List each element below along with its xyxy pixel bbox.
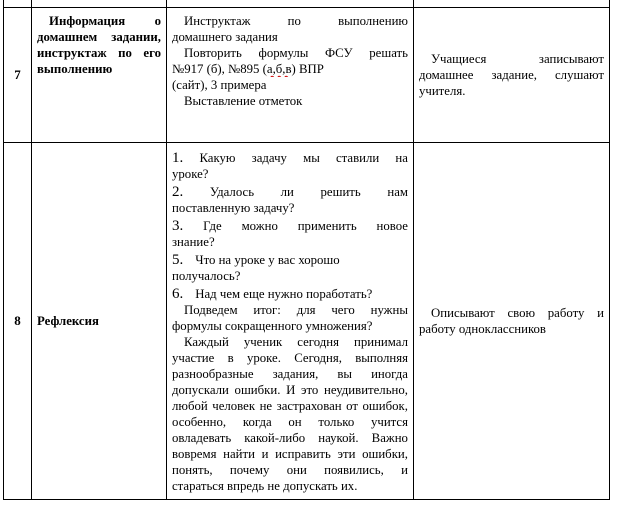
activity-text xyxy=(414,300,609,342)
text-line: знание? xyxy=(172,235,215,249)
text-line: учителя. xyxy=(419,84,466,98)
stage-cell xyxy=(32,8,167,143)
text-line: Подведем итог: для чего нужны xyxy=(184,303,408,317)
activity-cell xyxy=(414,143,610,500)
text-line: выполнению xyxy=(37,62,113,76)
text-line: формулы сокращенного умножения? xyxy=(172,319,373,333)
partial-cell xyxy=(32,0,167,8)
text-line: стараться впредь не допускать их. xyxy=(172,479,358,493)
text-line: Учащиеся записывают xyxy=(431,52,604,66)
partial-cell xyxy=(167,0,414,8)
text-line: домашнего задания xyxy=(172,30,278,44)
list-number: 5. xyxy=(172,252,184,268)
text-line: домашнем задании, xyxy=(37,30,161,44)
table-row-partial xyxy=(4,0,610,8)
partial-cell xyxy=(414,0,610,8)
text-line: 6. Над чем еще нужно поработать? xyxy=(172,286,373,302)
text-line: получалось? xyxy=(172,269,241,283)
text-line: понять, почему они появились, и xyxy=(172,463,408,477)
text-line: 1. Какую задачу мы ставили на xyxy=(172,150,408,166)
text-line: овладевать какой-либо наукой. Важно xyxy=(172,431,408,445)
spellcheck-underline: а,б,в xyxy=(266,62,292,76)
text-line: Описывают свою работу и xyxy=(431,306,604,320)
text-line: Повторить формулы ФСУ решать xyxy=(184,46,408,60)
text-line: Инструктаж по выполнению xyxy=(184,14,408,28)
text-line: поставленную задачу? xyxy=(172,201,295,215)
content-cell xyxy=(167,8,414,143)
text-line: вовремя найти и исправить эти ошибки, xyxy=(172,447,408,461)
stage-text xyxy=(32,308,166,334)
stage-cell xyxy=(32,143,167,500)
text-line: любой человек не застрахован от ошибок, xyxy=(172,399,408,413)
text-line: домашнее задание, слушают xyxy=(419,68,604,82)
partial-cell xyxy=(4,0,32,8)
text-line: №917 (б), №895 (а,б,в) ВПР xyxy=(172,62,324,76)
table-row-7 xyxy=(4,8,610,143)
text-line: (сайт), 3 примера xyxy=(172,78,267,92)
content-text xyxy=(167,8,413,114)
text-line: 5. Что на уроке у вас хорошо xyxy=(172,252,340,268)
stage-text xyxy=(32,8,166,82)
text-line: уроке? xyxy=(172,167,209,181)
table-row-8 xyxy=(4,143,610,500)
text-line: 3. Где можно применить новое xyxy=(172,218,408,234)
list-number: 6. xyxy=(172,286,184,302)
text-line: участие в уроке. Сегодня, выполняя xyxy=(172,351,408,365)
text-line: особенно, когда он только учится xyxy=(172,415,408,429)
text-line: Информация о xyxy=(49,14,161,28)
list-number: 1. xyxy=(172,150,184,166)
lesson-plan-table xyxy=(3,0,610,500)
content-text xyxy=(167,143,413,499)
text-line: 2. Удалось ли решить нам xyxy=(172,184,408,200)
content-cell xyxy=(167,143,414,500)
list-number: 2. xyxy=(172,184,184,200)
text-line: Каждый ученик сегодня принимал xyxy=(184,335,408,349)
text-line: Рефлексия xyxy=(37,314,99,328)
text-line: допускали ошибки. И это неудивительно, xyxy=(172,383,408,397)
text-line: работу одноклассников xyxy=(419,322,546,336)
text-line: разнообразные задания, вы иногда xyxy=(172,367,408,381)
row-number-cell: 8 xyxy=(4,143,32,500)
text-line: Выставление отметок xyxy=(184,94,303,108)
activity-text xyxy=(414,46,609,104)
activity-cell xyxy=(414,8,610,143)
list-number: 3. xyxy=(172,218,184,234)
text-line: инструктаж по его xyxy=(37,46,161,60)
row-number-cell: 7 xyxy=(4,8,32,143)
